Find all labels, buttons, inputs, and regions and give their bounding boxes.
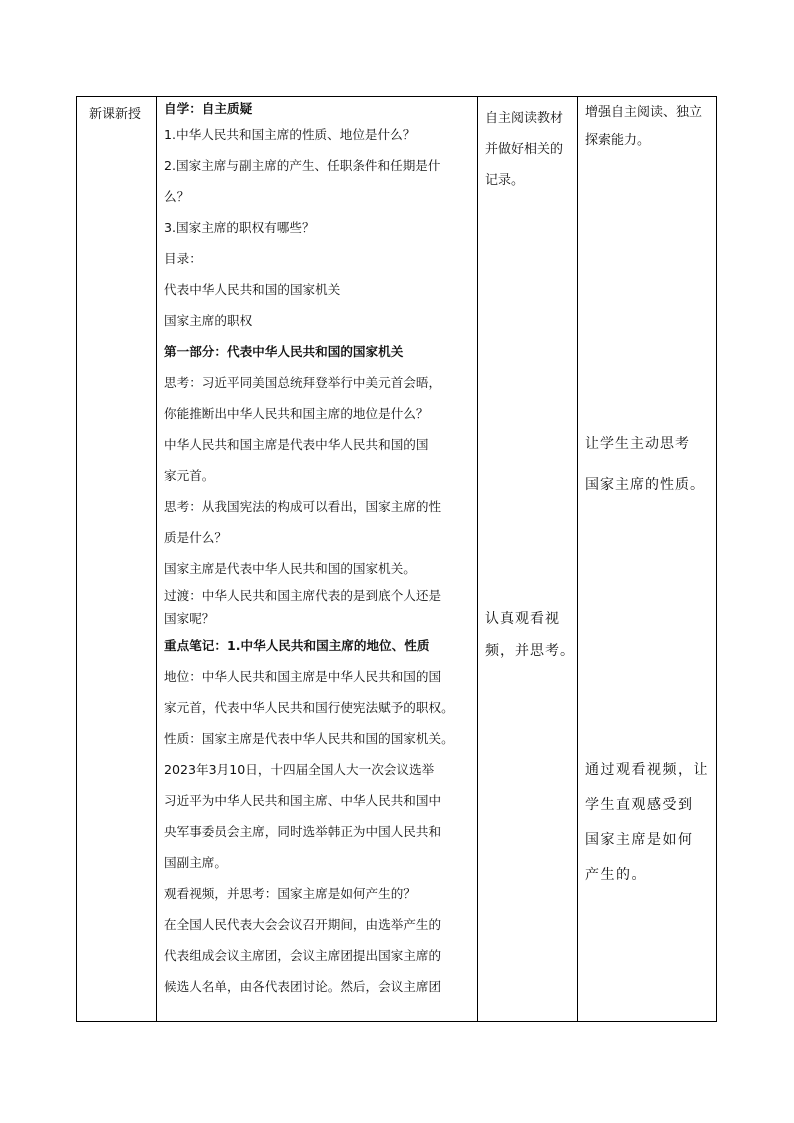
content-line: 2023年3月10日，十四届全国人大一次会议选举 (164, 762, 435, 777)
content-line: 代表组成会议主席团，会议主席团提出国家主席的 (164, 948, 442, 963)
content-line: 国家主席的职权 (164, 313, 253, 328)
content-line: 在全国人民代表大会会议召开期间，由选举产生的 (164, 917, 442, 932)
activity-line: 自主阅读教材 (485, 111, 564, 126)
content-line: 代表中华人民共和国的国家机关 (164, 282, 341, 297)
content-line: 思考：习近平同美国总统拜登举行中美元首会晤， (164, 375, 442, 390)
content-line: 么？ (164, 189, 190, 204)
content-line: 性质：国家主席是代表中华人民共和国的国家机关。 (164, 731, 454, 746)
lesson-plan-table (76, 96, 717, 1022)
intent-line: 国家主席是如何 (585, 832, 694, 848)
content-line: 观看视频，并思考：国家主席是如何产生的？ (164, 886, 416, 901)
intent-line: 国家主席的性质。 (585, 477, 705, 493)
design-intent-block (585, 99, 718, 155)
student-activity-cell (478, 97, 578, 1021)
intent-line: 产生的。 (585, 867, 647, 883)
content-line: 1.中华人民共和国主席的性质、地位是什么？ (164, 127, 416, 142)
content-line: 思考：从我国宪法的构成可以看出，国家主席的性 (164, 499, 442, 514)
content-line: 中华人民共和国主席是代表中华人民共和国的国 (164, 437, 429, 452)
content-line: 央军事委员会主席，同时选举韩正为中国人民共和 (164, 824, 442, 839)
design-intent-block (585, 424, 705, 506)
content-line: 国家主席是代表中华人民共和国的国家机关。 (164, 561, 416, 576)
content-line: 重点笔记：1.中华人民共和国主席的地位、性质 (164, 638, 430, 653)
content-line: 3.国家主席的职权有哪些？ (164, 220, 315, 235)
content-line: 习近平为中华人民共和国主席、中华人民共和国中 (164, 793, 442, 808)
intent-line: 学生直观感受到 (585, 797, 694, 813)
intent-line: 让学生主动思考 (585, 436, 690, 452)
content-line: 你能推断出中华人民共和国主席的地位是什么？ (164, 406, 429, 421)
activity-line: 频，并思考。 (485, 643, 575, 659)
content-line: 2.国家主席与副主席的产生、任职条件和任期是什 (164, 158, 441, 173)
design-intent-block (585, 753, 709, 893)
section-label: 新课新授 (89, 107, 142, 122)
intent-line: 通过观看视频，让 (585, 762, 709, 778)
content-line: 候选人名单，由各代表团讨论。然后，会议主席团 (164, 979, 442, 994)
design-intent-cell (578, 97, 718, 1021)
section-label-cell (77, 97, 157, 1021)
activity-line: 记录。 (485, 173, 525, 188)
content-line: 自学：自主质疑 (164, 101, 253, 116)
content-line: 地位：中华人民共和国主席是中华人民共和国的国 (164, 669, 442, 684)
content-line: 质是什么？ (164, 530, 227, 545)
content-line: 家元首。 (164, 468, 215, 483)
content-line: 过渡：中华人民共和国主席代表的是到底个人还是 (164, 588, 442, 603)
activity-line: 并做好相关的 (485, 142, 564, 157)
content-line: 国副主席。 (164, 855, 227, 870)
content-line: 目录： (164, 251, 202, 266)
content-line: 第一部分：代表中华人民共和国的国家机关 (164, 344, 404, 359)
intent-line: 增强自主阅读、独立 (585, 105, 703, 120)
content-line: 家元首，代表中华人民共和国行使宪法赋予的职权。 (164, 700, 454, 715)
teaching-content-cell (157, 97, 478, 1021)
activity-line: 认真观看视 (485, 611, 560, 627)
content-line: 国家呢？ (164, 611, 215, 626)
student-activity-block (485, 603, 575, 667)
student-activity-block (485, 103, 578, 196)
intent-line: 探索能力。 (585, 133, 651, 148)
